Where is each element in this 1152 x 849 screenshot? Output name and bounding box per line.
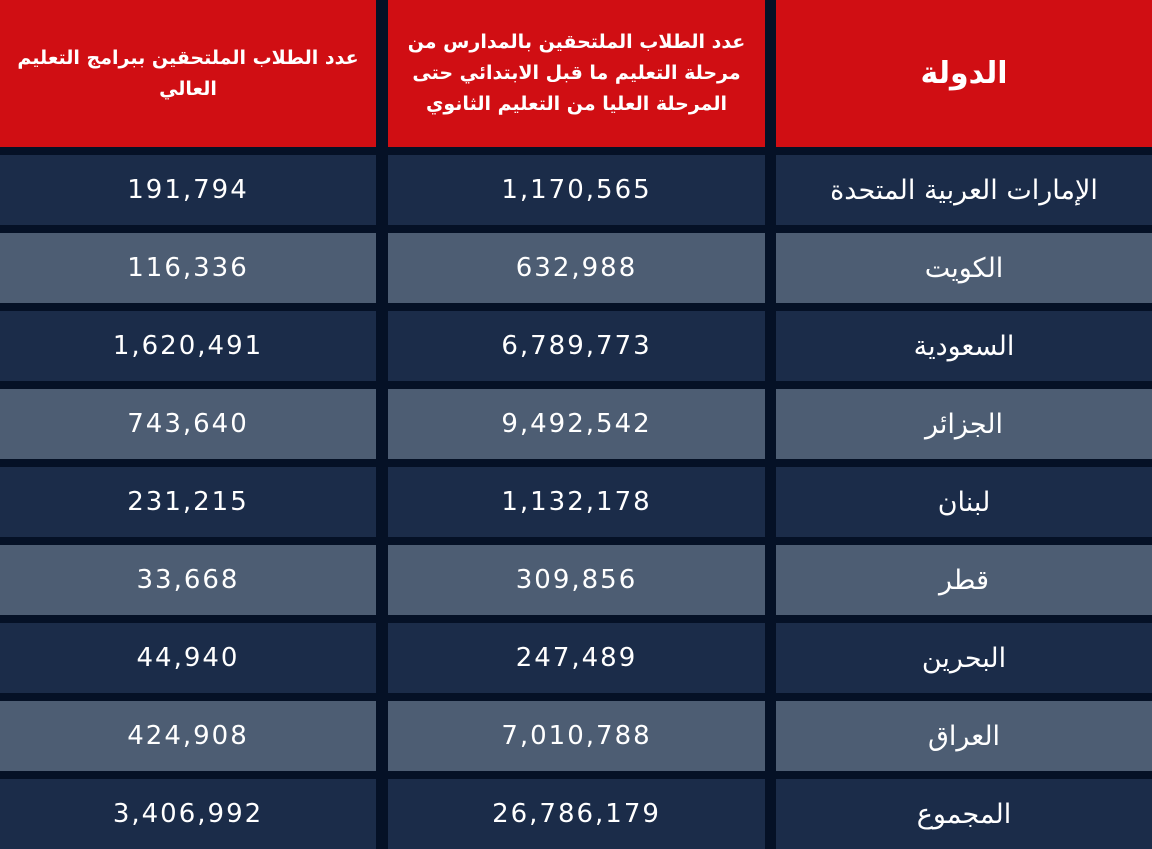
header-higher-education: عدد الطلاب الملتحقين ببرامج التعليم العالي bbox=[0, 0, 376, 147]
cell-school-enrollment: 6,789,773 bbox=[388, 311, 765, 381]
cell-school-enrollment: 247,489 bbox=[388, 623, 765, 693]
cell-higher-education: 743,640 bbox=[0, 389, 376, 459]
cell-higher-education: 191,794 bbox=[0, 155, 376, 225]
cell-country: البحرين bbox=[776, 623, 1152, 693]
cell-higher-education: 1,620,491 bbox=[0, 311, 376, 381]
cell-country: الكويت bbox=[776, 233, 1152, 303]
cell-higher-education: 3,406,992 bbox=[0, 779, 376, 849]
header-school-enrollment: عدد الطلاب الملتحقين بالمدارس من مرحلة التعليم ما قبل الابتدائي حتى المرحلة العليا من التعليم الثانوي bbox=[388, 0, 765, 147]
cell-country: قطر bbox=[776, 545, 1152, 615]
cell-school-enrollment: 9,492,542 bbox=[388, 389, 765, 459]
header-country: الدولة bbox=[776, 0, 1152, 147]
cell-country: المجموع bbox=[776, 779, 1152, 849]
cell-country: السعودية bbox=[776, 311, 1152, 381]
cell-country: لبنان bbox=[776, 467, 1152, 537]
cell-country: العراق bbox=[776, 701, 1152, 771]
cell-higher-education: 424,908 bbox=[0, 701, 376, 771]
cell-country: الإمارات العربية المتحدة bbox=[776, 155, 1152, 225]
cell-school-enrollment: 1,132,178 bbox=[388, 467, 765, 537]
cell-higher-education: 231,215 bbox=[0, 467, 376, 537]
cell-higher-education: 116,336 bbox=[0, 233, 376, 303]
cell-school-enrollment: 7,010,788 bbox=[388, 701, 765, 771]
cell-school-enrollment: 309,856 bbox=[388, 545, 765, 615]
cell-country: الجزائر bbox=[776, 389, 1152, 459]
cell-school-enrollment: 26,786,179 bbox=[388, 779, 765, 849]
cell-higher-education: 44,940 bbox=[0, 623, 376, 693]
cell-school-enrollment: 1,170,565 bbox=[388, 155, 765, 225]
cell-school-enrollment: 632,988 bbox=[388, 233, 765, 303]
cell-higher-education: 33,668 bbox=[0, 545, 376, 615]
